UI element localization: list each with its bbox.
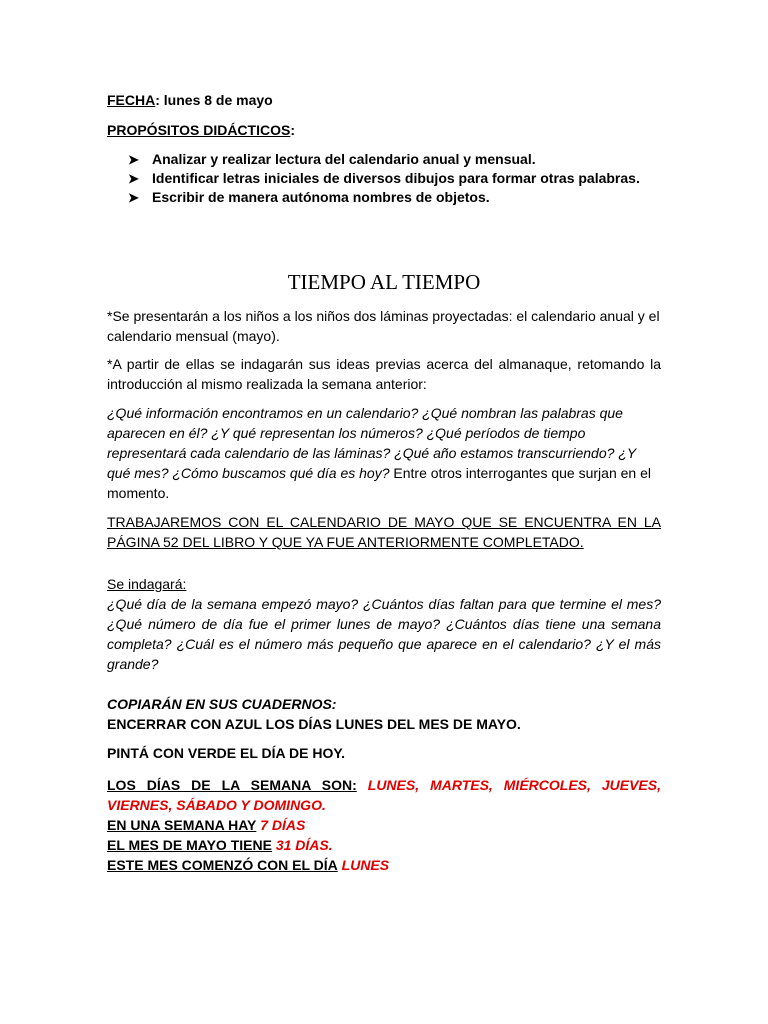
start-value: LUNES: [337, 857, 390, 873]
purpose-text: Identificar letras iniciales de diversos dibujos para formar otras palabras.: [152, 170, 640, 186]
purposes-colon: :: [290, 122, 295, 138]
month-line: [107, 837, 333, 853]
purpose-item: [128, 188, 668, 207]
paragraph-libro: TRABAJAREMOS CON EL CALENDARIO DE MAYO QUE SE ENCUENTRA EN LA PÁGINA 52 DEL LIBRO Y QUE YA FUE ANTERIORMENTE COMPLETADO.: [107, 514, 661, 550]
purposes-list: [128, 150, 668, 207]
questions-italic: ¿Qué información encontramos en un calendario? ¿Qué nombran las palabras que aparecen en él? ¿Y qué representan los números? ¿Qué períodos de tiempo representará cada calendario de las láminas? ¿Qué año estamos transcurriendo? ¿Y qué mes? ¿Cómo buscamos qué día es hoy?: [107, 405, 636, 481]
week-label: EN UNA SEMANA HAY: [107, 817, 257, 833]
start-label: ESTE MES COMENZÓ CON EL DÍA: [107, 857, 338, 873]
purpose-text: Analizar y realizar lectura del calendario anual y mensual.: [152, 151, 536, 167]
purposes-label: PROPÓSITOS DIDÁCTICOS: [107, 122, 291, 138]
purpose-item: [128, 169, 668, 188]
questions-tail: Entre otros interrogantes que surjan en el momento.: [107, 465, 651, 501]
purpose-item: [128, 150, 668, 169]
arrow-bullet-icon: ➤: [128, 171, 139, 186]
month-value: 31 DÍAS.: [271, 837, 333, 853]
copy-line-verde: PINTÁ CON VERDE EL DÍA DE HOY.: [107, 745, 346, 761]
start-day-line: [107, 857, 389, 873]
week-line: [107, 817, 305, 833]
date-line: [107, 92, 273, 108]
week-value: 7 DÍAS: [256, 817, 306, 833]
paragraph-indagara: ¿Qué día de la semana empezó mayo? ¿Cuántos días faltan para que termine el mes? ¿Qué número de día fue el primer lunes de mayo? ¿Cuántos días tiene una semana completa? ¿Cuál es el número más pequeño que aparece en el calendario? ¿Y el más grande?: [107, 596, 661, 672]
date-value: : lunes 8 de mayo: [155, 92, 273, 108]
days-value: LUNES, MARTES, MIÉRCOLES, JUEVES, VIERNES, SÁBADO Y DOMINGO.: [107, 777, 661, 813]
paragraph-laminas: *Se presentarán a los niños a los niños dos láminas proyectadas: el calendario anual y el calendario mensual (mayo).: [107, 308, 660, 344]
month-label: EL MES DE MAYO TIENE: [107, 837, 272, 853]
arrow-bullet-icon: ➤: [128, 190, 139, 205]
paragraph-ideas-previas: *A partir de ellas se indagarán sus ideas previas acerca del almanaque, retomando la introducción al mismo realizada la semana anterior:: [107, 356, 661, 392]
days-label: LOS DÍAS DE LA SEMANA SON:: [107, 777, 357, 793]
date-label: FECHA: [107, 92, 156, 108]
paragraph-questions: [107, 403, 661, 503]
indagara-label: Se indagará:: [107, 576, 187, 592]
copy-line-azul: ENCERRAR CON AZUL LOS DÍAS LUNES DEL MES DE MAYO.: [107, 716, 521, 732]
purpose-text: Escribir de manera autónoma nombres de objetos.: [152, 189, 490, 205]
copy-heading: COPIARÁN EN SUS CUADERNOS:: [107, 696, 337, 712]
page-title: TIEMPO AL TIEMPO: [287, 270, 481, 294]
days-of-week-line: [107, 775, 661, 815]
arrow-bullet-icon: ➤: [128, 152, 139, 167]
purposes-heading: [107, 122, 295, 138]
